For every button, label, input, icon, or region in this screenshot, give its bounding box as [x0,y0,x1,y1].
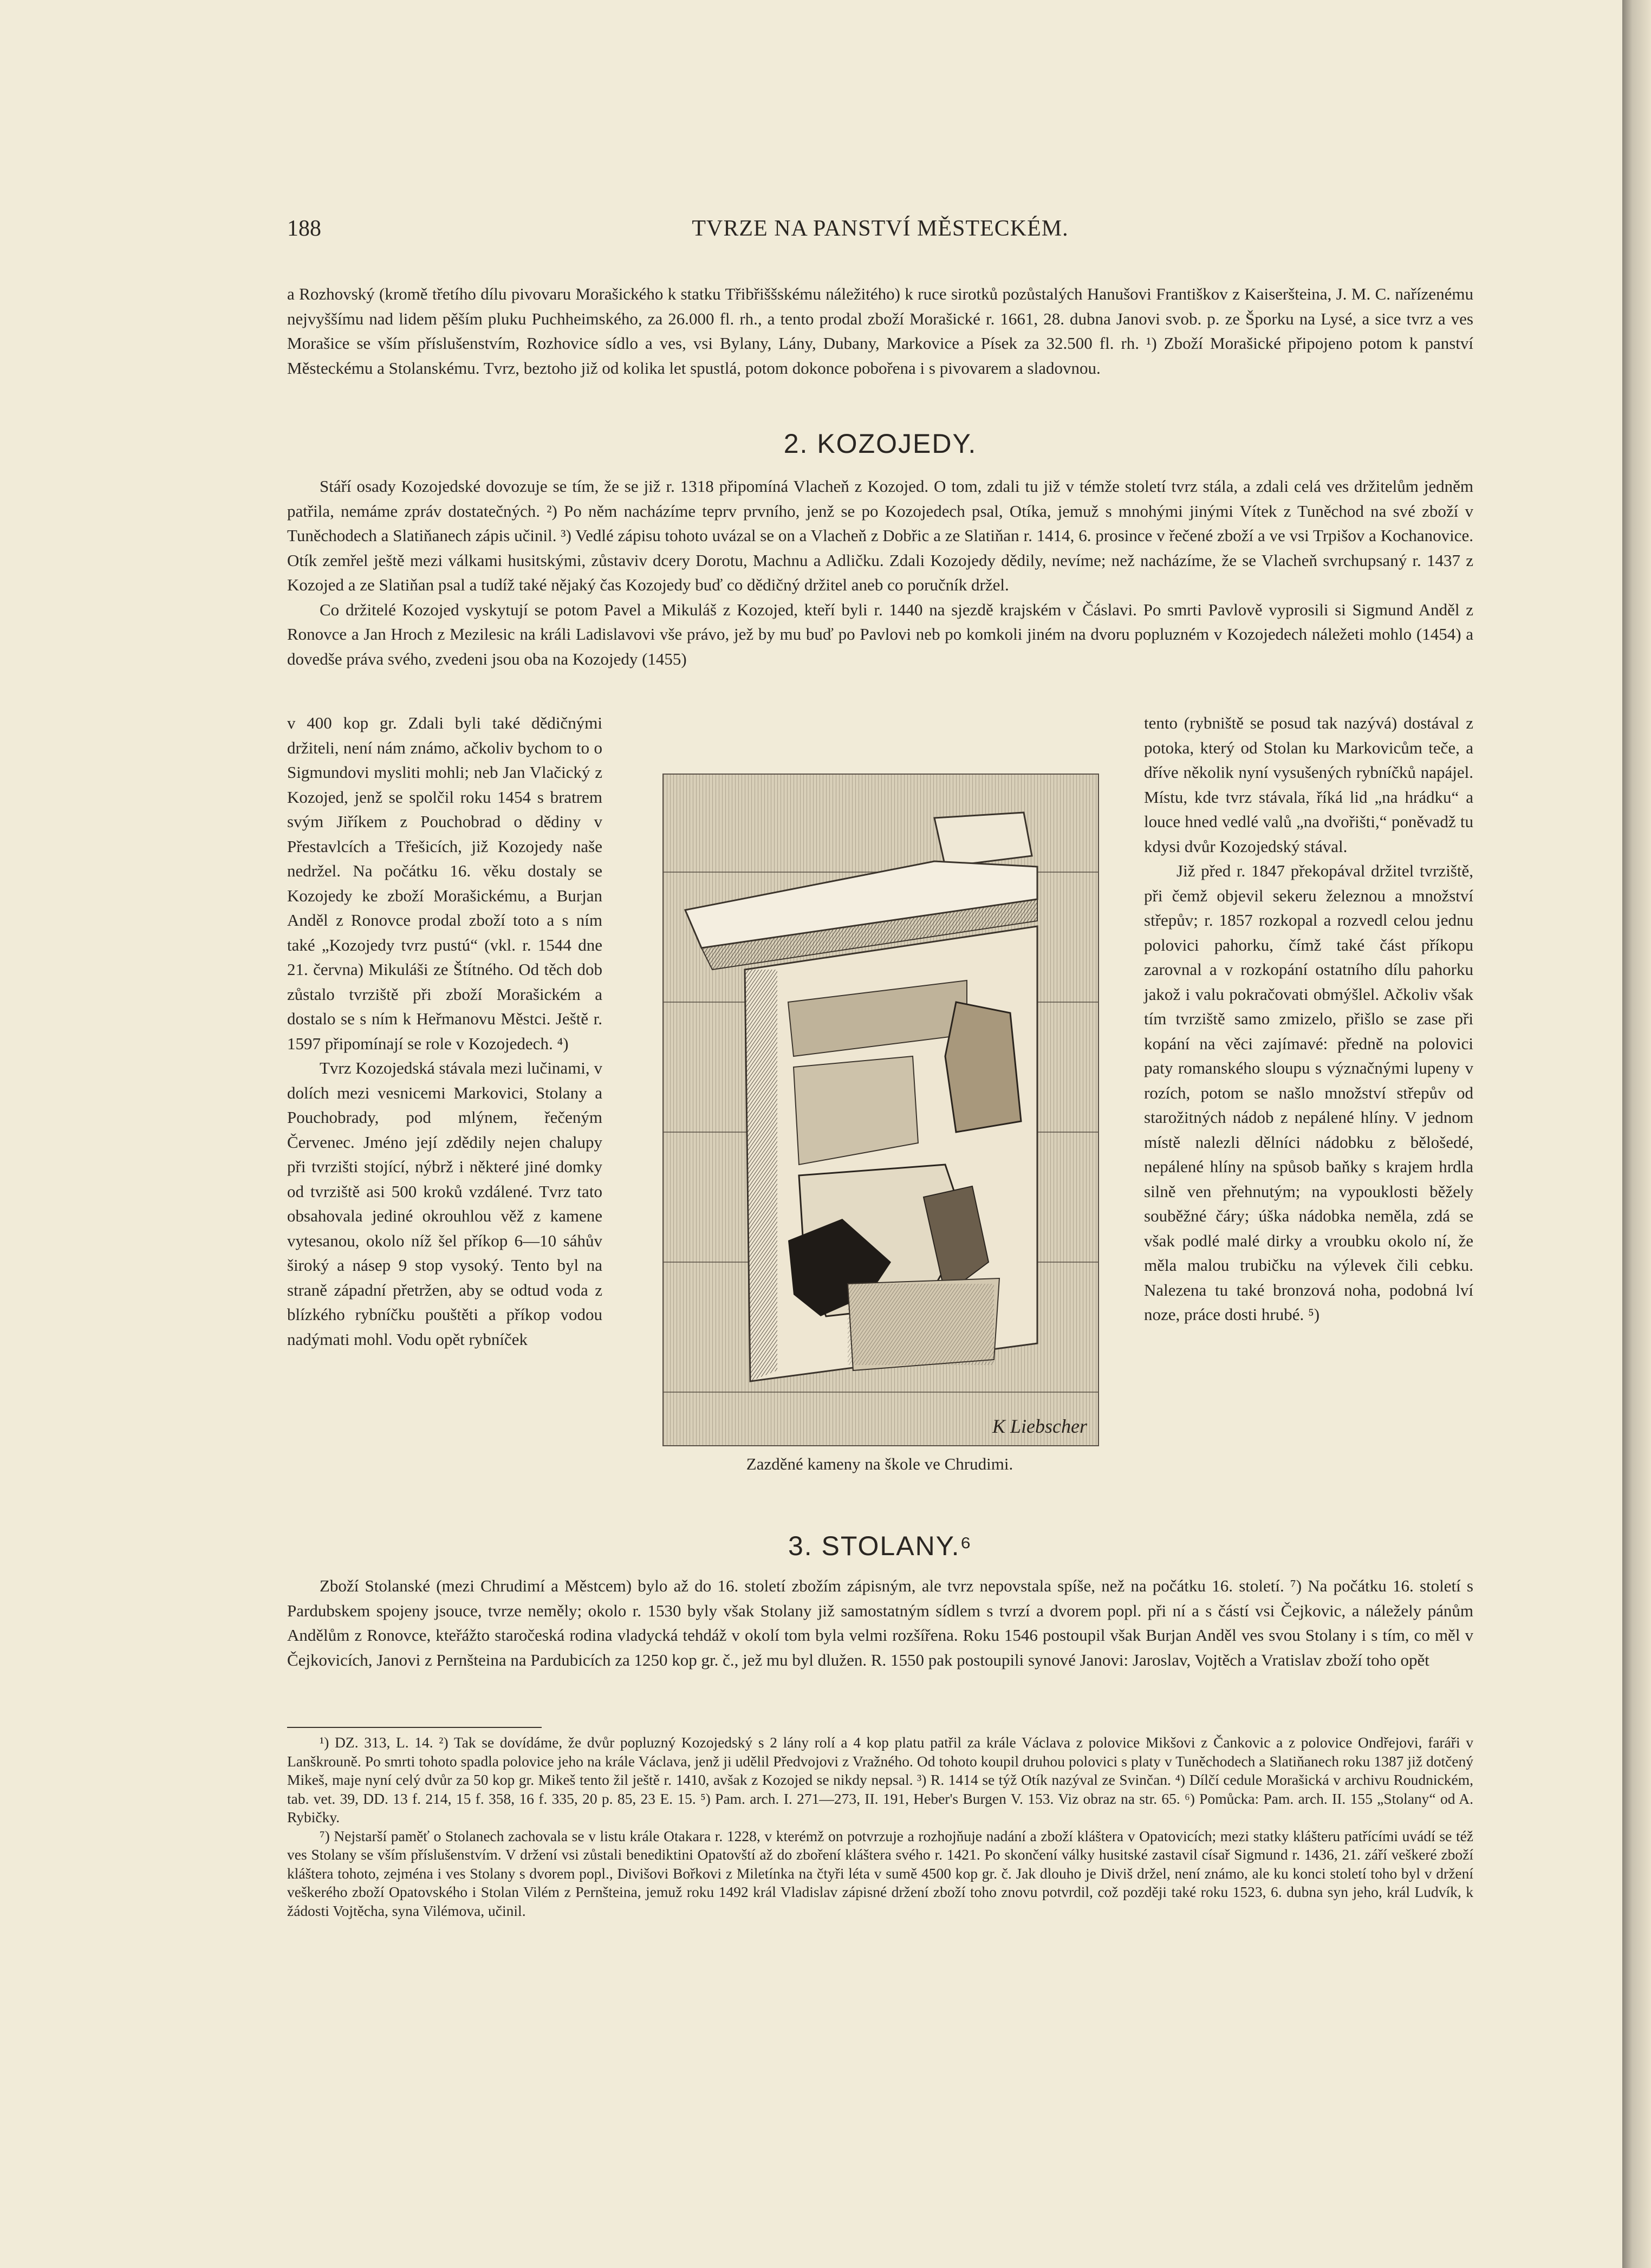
artist-signature: K Liebscher [992,1415,1087,1437]
engraving-illustration [662,774,1099,1446]
kozojedy-paragraph-1: Stáří osady Kozojedské dovozuje se tím, že se již r. 1318 připomíná Vlacheň z Kozojed. O tom, zdali tu již v témže století tvrz stála, a zdali celá ves držitelům jedněm patřila, nemáme zpráv dostatečných. ²) Po něm nacházíme teprv prvního, jenž se po Kozojedech psal, Otíka, jemuž s mnohými jinými Vítek z Tuněchod na své zboží v Tuněchodech a Slatiňanech zápis učinil. ³) Vedlé zápisu tohoto uvázal se on a Vlacheň z Dobřic a ze Slatiňan r. 1414, 6. prosince v řečené zboží a ve vsi Trpišov a Kochanovice. Otík zemřel ještě mezi válkami husitskými, zůstaviv dcery Dorotu, Machnu a Adličku. Zdali Kozojedy dědily, nevíme; než nacházíme, že se Vlacheň svrchupsaný r. 1437 z Kozojed a ze Slatiňan psal a tudíž také nějaký čas Kozojedy buď co dědičný držitel aneb co poručník držel. [287,477,1473,594]
left-column [287,711,602,1351]
footnote-divider [287,1727,542,1728]
left-column-paragraph-2: Tvrz Kozojedská stávala mezi lučinami, v dolích mezi vesnicemi Markovici, Stolany a Pouchobrady, pod mlýnem, řečeným Červenec. Jméno její zdědily nejen chalupy při tvrzišti stojící, nýbrž i některé jiné domky od tvrziště asi 500 kroků vzdálené. Tvrz tato obsahovala jediné okrouhlou věž z kamene vytesanou, okolo níž šel příkop 6—10 sáhův široký a násep 9 stop vysoký. Tento byl na straně západní přetržen, aby se odtud voda z blízkého rybníčku pouštěti a příkop vodou nadýmati mohl. Vodu opět rybníček [287,1058,602,1349]
intro-paragraph: a Rozhovský (kromě třetího dílu pivovaru Morašického k statku Třibřiššskému náležitého) k ruce sirotků pozůstalých Hanušovi Františkov z Kaiseršteina, J. M. C. nařízenému nejvyššímu nad lidem pěším pluku Puchheimského, za 26.000 fl. rh., a tento prodal zboží Morašické r. 1661, 28. dubna Janovi svob. p. ze Šporku na Lysé, a sice tvrz a ves Morašice se vším příslušenstvím, Rozhovice sídlo a ves, vsi Bylany, Lány, Dubany, Markovice a Písek za 32.500 fl. rh. ¹) Zboží Morašické připojeno potom k panství Městeckému a Stolanskému. Tvrz, beztoho již od kolika let spustlá, potom dokonce pobořena i s pivovarem a sladovnou. [287,284,1473,378]
figure-caption: Zazděné kameny na škole ve Chrudimi. [746,1454,1013,1473]
kozojedy-paragraph-2: Co držitelé Kozojed vyskytují se potom Pavel a Mikuláš z Kozojed, kteří byli r. 1440 na sjezdě krajském v Čáslavi. Po smrti Pavlově vyprosili si Sigmund Anděl z Ronovce a Jan Hroch z Mezilesic na králi Ladislavovi vše právo, jež by mu buď po Pavlovi neb po komkoli jiném na dvoru popluzném v Kozojedech náležeti mohlo (1454) a dovedše práva svého, zvedeni jsou oba na Kozojedy (1455) [287,600,1473,668]
right-column-paragraph-1: tento (rybniště se posud tak nazývá) dostával z potoka, který od Stolan ku Markovicům teče, a dříve několik nyní vysušených rybníčků napájel. Místu, kde tvrz stávala, říká lid „na hrádku“ a louce hned vedlé valů „na dvořišti,“ poněvadž tu kdysi dvůr Kozojedský stával. [1144,713,1473,856]
right-column [1144,711,1473,1327]
right-column-paragraph-2: Již před r. 1847 překopával držitel tvrziště, při čemž objevil sekeru železnou a množství střepův; r. 1857 rozkopal a rozvedl celou jednu polovici pahorku, čímž také část příkopu zarovnal a v rozkopání ostatního dílu pahorku jakož i valu pokračovati obmýšlel. Ačkoliv však tím tvrziště samo zmizelo, přišlo se zase při kopání na věci zajímavé: předně na polovici paty romanského sloupu s význačnými lupeny v rozích, potom se našlo množství střepův od starožitných nádob z nepálené hlíny. V jednom místě nalezli dělníci nádobku z bělošedé, nepálené hlíny na spůsob baňky s krajem hrdla silně ven přehnutým; na vypouklosti běžely souběžné čáry; úška nádobka neměla, zdá se však podlé malé dirky a vroubku okolo ní, že měla malou trubičku na výlevek čili cebku. Nalezena tu také bronzová noha, podobná lví noze, práce dosti hrubé. ⁵) [1144,861,1473,1324]
stolany-text [287,1574,1473,1672]
footnote-block-2: ⁷) Nejstarší paměť o Stolanech zachovala se v listu krále Otakara r. 1228, v kterémž on potvrzuje a rozhojňuje nadání a zboží kláštera v Opatovicích; mezi statky klášteru patřícími uvádí se též ves Stolany se vším příslušenstvím. V držení vsi zůstali benediktini Opatovští až do zboření kláštera svého r. 1421. Po skončení války husitské zastavil císař Sigmund r. 1436, 21. září veškeré zboží kláštera tohoto, zejména i ves Stolany s dvorem popl., Divišovi Bořkovi z Miletínka na čtyři léta v sumě 4500 kop gr. č. Jak dlouho je Diviš držel, není známo, ale ku konci století toho byl v držení veškerého zboží Opatovského i Stolan Vilém z Pernšteina, jemuž roku 1492 král Vladislav zápisné držení zboží toho znovu potvrdil, což později také roku 1523, 6. dubna syn jeho, král Ludvík, k žádosti Vojtěcha, syna Vilémova, učinil. [287,1827,1473,1919]
footnote-block-1: ¹) DZ. 313, L. 14. ²) Tak se dovídáme, že dvůr popluzný Kozojedský s 2 lány rolí a 4 kop platu patřil za krále Václava z polovice Mikšovi z Čankovic a z polovice Ondřejovi, faráři v Lanškrouně. Po smrti tohoto spadla polovice jeho na krále Václava, jenž ji udělil Předvojovi z Vražného. Od tohoto koupil druhou polovici s platy v Tuněchodech a Slatiňanech roku 1387 již dotčený Mikeš, maje nyní celý dvůr za 50 kop gr. Mikeš tento žil ještě r. 1410, avšak z Kozojed se nikdy nepsal. ³) R. 1414 se týž Otík nazýval ze Svinčan. ⁴) Dílčí cedule Morašická v archivu Roudnickém, tab. vet. 39, DD. 13 f. 214, 15 f. 358, 16 f. 335, 20 p. 85, 23 E. 15. ⁵) Pam. arch. I. 271—273, II. 191, Heber's Burgen V. 153. Viz obraz na str. 65. ⁶) Pomůcka: Pam. arch. II. 155 „Stolany“ od A. Rybičky. [287,1734,1473,1825]
running-title: TVRZE NA PANSTVÍ MĚSTECKÉM. [692,216,1069,241]
page-number: 188 [287,216,321,241]
section-heading-kozojedy: 2. KOZOJEDY. [783,428,977,459]
page-header [287,216,1473,248]
left-column-paragraph-1: v 400 kop gr. Zdali byli také dědičnými držiteli, není nám známo, ačkoliv bychom to o Sigmundovi mysliti mohli; neb Jan Vlačický z Kozojed, jenž se spolčil roku 1454 s bratrem svým Jiříkem z Pouchobrad o dědiny v Přestavlcích a Třešicích, již Kozojedy naše nedržel. Na počátku 16. věku dostaly se Kozojedy ke zboží Morašickému, a Burjan Anděl z Ronovce prodal zboží toto a s ním také „Kozojedy tvrz pustú“ (vkl. r. 1544 dne 21. června) Mikuláši ze Štítného. Od těch dob zůstalo tvrziště při zboží Morašickém a dostalo se s ním k Heřmanovu Městci. Ještě r. 1597 připomínají se role v Kozojedech. ⁴) [287,713,602,1053]
page-edge-shadow [1622,0,1651,2268]
section-heading-stolany: 3. STOLANY.⁶ [788,1531,973,1561]
footnotes [287,1733,1473,1920]
kozojedy-full-width-text [287,474,1473,671]
stolany-paragraph: Zboží Stolanské (mezi Chrudimí a Městcem) bylo až do 16. století zbožím zápisným, ale tvrz nepovstala spíše, než na počátku 16. století. ⁷) Na počátku 16. století s Pardubskem spojeny jsouce, tvrze neměly; okolo r. 1530 byly však Stolany již samostatným sídlem s tvrzí a dvorem popl. při ní a s částí vsi Čejkovic, a náležely pánům Andělům z Ronovce, kteřážto staročeská rodina vladycká tehdáž v okolí tom byla velmi rozšířena. Roku 1546 postoupil však Burjan Anděl ves svou Stolany i s tím, co měl v Čejkovicích, Janovi z Pernšteina na Pardubicích za 1250 kop gr. č., jež mu byl dlužen. R. 1550 pak postoupili synové Janovi: Jaroslav, Vojtěch a Vratislav zboží toho opět [287,1576,1473,1669]
